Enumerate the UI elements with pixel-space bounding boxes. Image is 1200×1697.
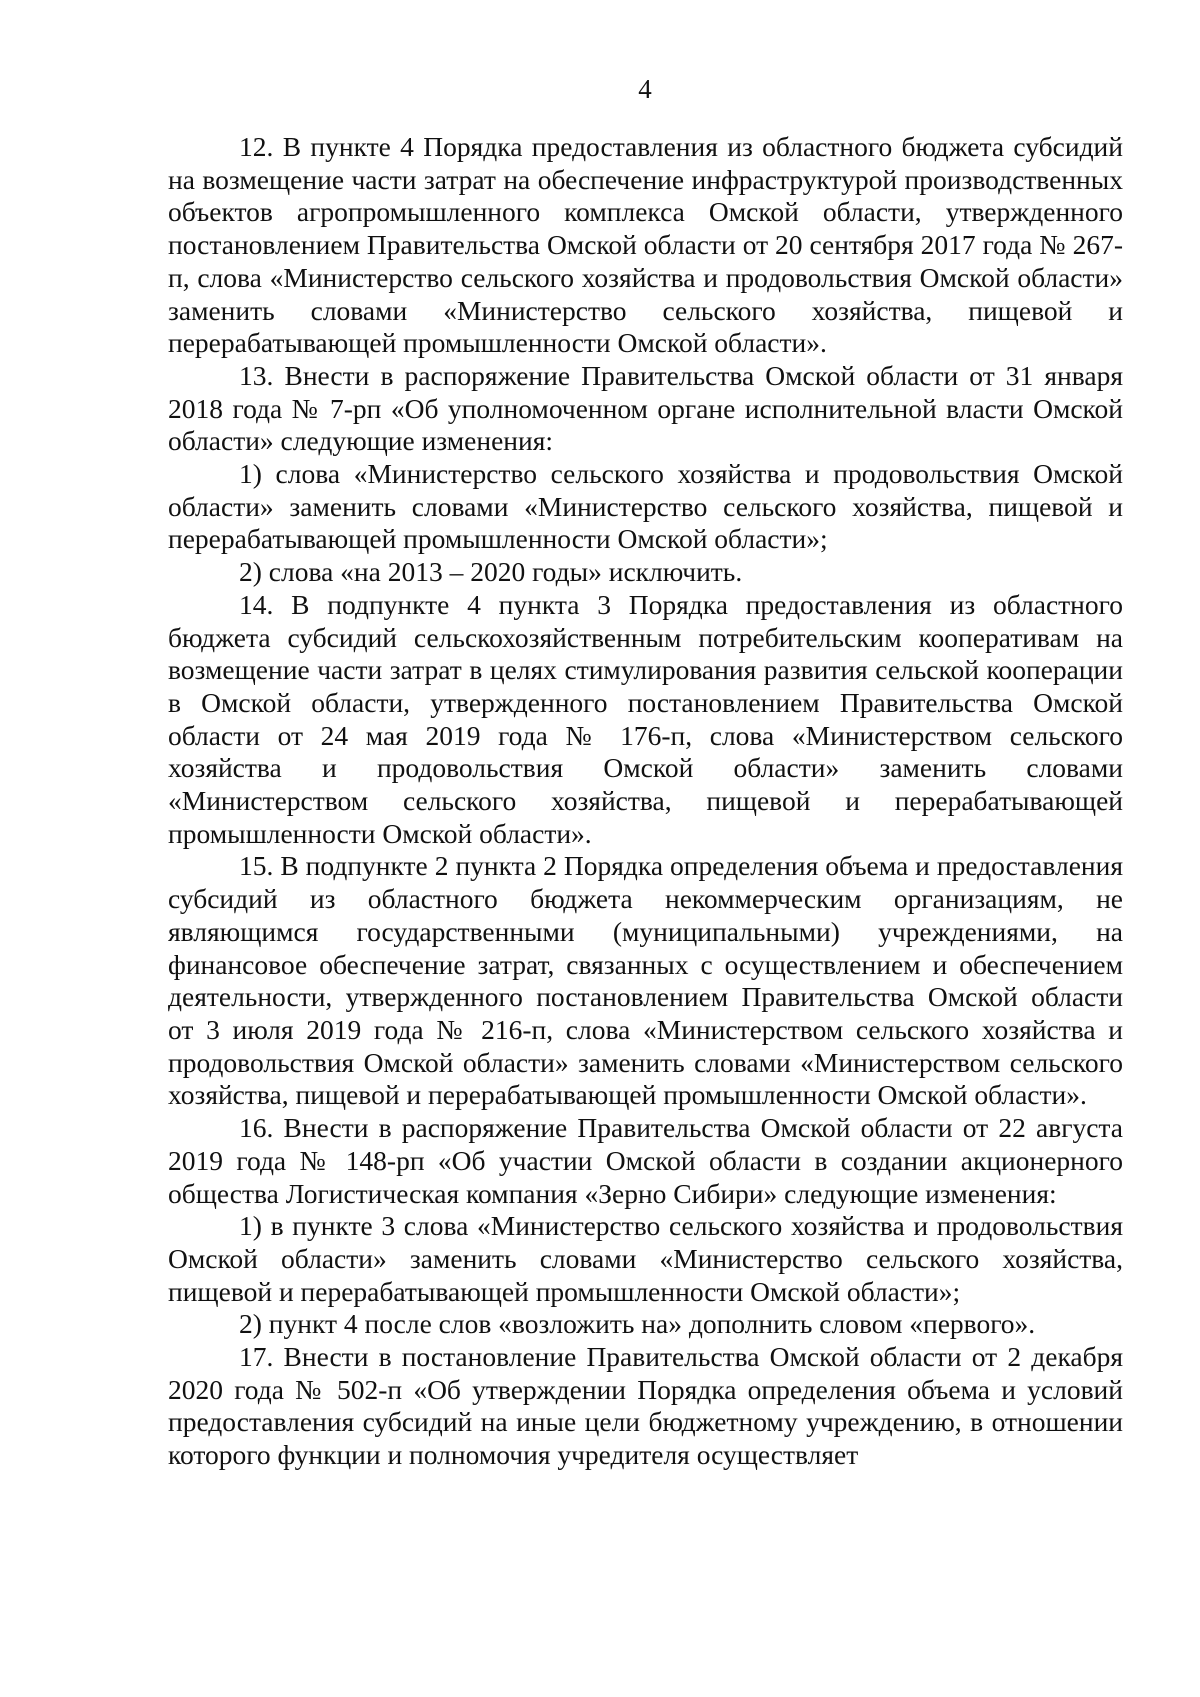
paragraph-item-16-subitem-1: 1) в пункте 3 слова «Министерство сельского хозяйства и продовольствия Омской области» заменить словами «Министерство сельского хозяйства, пищевой и перерабатывающей промышленности Омской области»; (168, 1210, 1123, 1307)
page-number: 4 (638, 74, 652, 104)
paragraph-item-16-subitem-2: 2) пункт 4 после слов «возложить на» дополнить словом «первого». (239, 1308, 1036, 1340)
document-body (168, 131, 1123, 1472)
paragraph-item-13: 13. Внести в распоряжение Правительства Омской области от 31 января 2018 года № 7-рп «Об уполномоченном органе исполнительной власти Омской области» следующие изменения: (168, 359, 1123, 457)
paragraph-item-15: 15. В подпункте 2 пункта 2 Порядка определения объема и предоставления субсидий из областного бюджета некоммерческим организациям, не являющимся государственными (муниципальными) учреждениями, на финансовое обеспечение затрат, связанных с осуществлением и обеспечением деятельности, утвержденного постановлением Правительства Омской области от 3 июля 2019 года № 216-п, слова «Министерством сельского хозяйства и продовольствия Омской области» заменить словами «Министерством сельского хозяйства, пищевой и перерабатывающей промышленности Омской области». (168, 850, 1123, 1111)
paragraph-item-13-subitem-1: 1) слова «Министерство сельского хозяйства и продовольствия Омской области» заменить словами «Министерство сельского хозяйства, пищевой и перерабатывающей промышленности Омской области»; (168, 458, 1123, 555)
paragraph-item-12: 12. В пункте 4 Порядка предоставления из областного бюджета субсидий на возмещение части затрат на обеспечение инфраструктурой производственных объектов агропромышленного комплекса Омской области, утвержденного постановлением Правительства Омской области от 20 сентября 2017 года № 267-п, слова «Министерство сельского хозяйства и продовольствия Омской области» заменить словами «Министерство сельского хозяйства, пищевой и перерабатывающей промышленности Омской области». (168, 131, 1123, 359)
paragraph-item-17: 17. Внести в постановление Правительства Омской области от 2 декабря 2020 года № 502-п «Об утверждении Порядка определения объема и условий предоставления субсидий на иные цели бюджетному учреждению, в отношении которого функции и полномочия учредителя осуществляет (168, 1341, 1123, 1471)
paragraph-item-13-subitem-2: 2) слова «на 2013 – 2020 годы» исключить. (239, 556, 743, 588)
paragraph-item-14: 14. В подпункте 4 пункта 3 Порядка предоставления из областного бюджета субсидий сельскохозяйственным потребительским кооперативам на возмещение части затрат в целях стимулирования развития сельской кооперации в Омской области, утвержденного постановлением Правительства Омской области от 24 мая 2019 года № 176-п, слова «Министерством сельского хозяйства и продовольствия Омской области» заменить словами «Министерством сельского хозяйства, пищевой и перерабатывающей промышленности Омской области». (168, 588, 1123, 849)
paragraph-item-16: 16. Внести в распоряжение Правительства Омской области от 22 августа 2019 года № 148-рп «Об участии Омской области в создании акционерного общества Логистическая компания «Зерно Сибири» следующие изменения: (168, 1112, 1123, 1209)
